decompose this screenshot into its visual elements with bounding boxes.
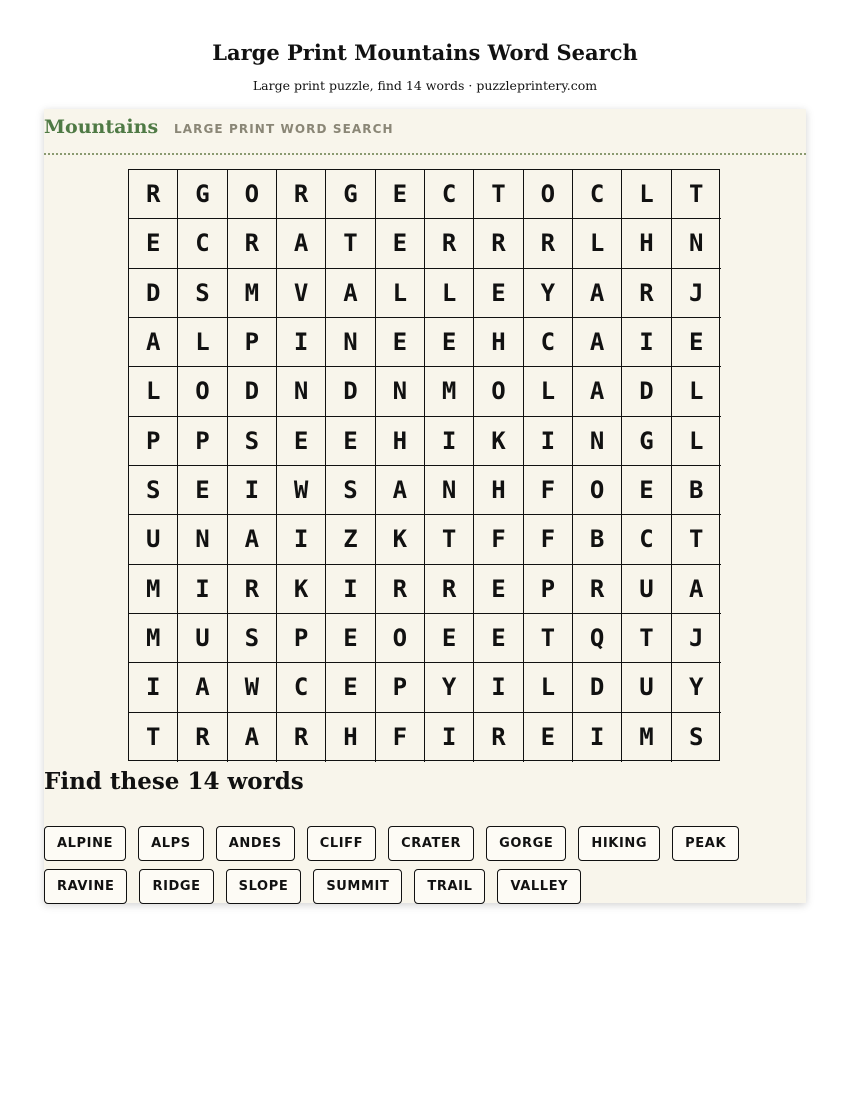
grid-cell[interactable]: B: [672, 466, 721, 515]
grid-cell[interactable]: T: [524, 614, 573, 663]
grid-cell[interactable]: N: [376, 367, 425, 416]
grid-cell[interactable]: I: [326, 565, 375, 614]
word-chip[interactable]: HIKING: [578, 826, 660, 861]
grid-cell[interactable]: L: [178, 318, 227, 367]
grid-cell[interactable]: A: [129, 318, 178, 367]
grid-cell[interactable]: T: [622, 614, 671, 663]
word-bank: [44, 826, 806, 912]
grid-cell[interactable]: R: [277, 713, 326, 762]
grid-cell[interactable]: E: [622, 466, 671, 515]
grid-cell[interactable]: C: [178, 219, 227, 268]
grid-cell[interactable]: A: [573, 367, 622, 416]
page-subtitle: Large print puzzle, find 14 words · puzzleprintery.com: [252, 78, 598, 93]
grid-cell[interactable]: M: [622, 713, 671, 762]
grid-cell[interactable]: D: [326, 367, 375, 416]
word-chip[interactable]: ALPINE: [44, 826, 126, 861]
word-chip[interactable]: PEAK: [672, 826, 739, 861]
grid-cell[interactable]: O: [228, 170, 277, 219]
grid-cell[interactable]: P: [178, 417, 227, 466]
grid-cell[interactable]: R: [228, 219, 277, 268]
grid-cell[interactable]: U: [622, 663, 671, 712]
grid-cell[interactable]: E: [524, 713, 573, 762]
grid-cell[interactable]: Z: [326, 515, 375, 564]
grid-cell[interactable]: I: [573, 713, 622, 762]
grid-cell[interactable]: H: [474, 318, 523, 367]
grid-cell[interactable]: S: [326, 466, 375, 515]
grid-cell[interactable]: M: [228, 269, 277, 318]
grid-cell[interactable]: T: [672, 515, 721, 564]
grid-cell[interactable]: O: [376, 614, 425, 663]
grid-cell[interactable]: V: [277, 269, 326, 318]
grid-cell[interactable]: K: [277, 565, 326, 614]
grid-cell[interactable]: F: [524, 515, 573, 564]
grid-cell[interactable]: M: [129, 614, 178, 663]
grid-cell[interactable]: L: [376, 269, 425, 318]
grid-cell[interactable]: J: [672, 269, 721, 318]
grid-cell[interactable]: P: [228, 318, 277, 367]
grid-cell[interactable]: K: [376, 515, 425, 564]
grid-cell[interactable]: E: [474, 269, 523, 318]
grid-cell[interactable]: S: [129, 466, 178, 515]
word-list-heading: Find these 14 words: [44, 768, 304, 795]
grid-cell[interactable]: R: [425, 219, 474, 268]
puzzle-card: [44, 109, 806, 903]
word-chip[interactable]: CLIFF: [307, 826, 376, 861]
grid-cell[interactable]: C: [524, 318, 573, 367]
grid-cell[interactable]: G: [326, 170, 375, 219]
grid-cell[interactable]: F: [474, 515, 523, 564]
grid-cell[interactable]: Q: [573, 614, 622, 663]
grid-cell[interactable]: R: [474, 713, 523, 762]
word-bank-row: [44, 869, 806, 904]
grid-cell[interactable]: L: [524, 367, 573, 416]
grid-cell[interactable]: M: [425, 367, 474, 416]
grid-cell[interactable]: E: [474, 614, 523, 663]
grid-cell[interactable]: E: [326, 663, 375, 712]
grid-cell[interactable]: L: [672, 417, 721, 466]
grid-cell[interactable]: E: [178, 466, 227, 515]
grid-cell[interactable]: F: [524, 466, 573, 515]
grid-cell[interactable]: R: [376, 565, 425, 614]
grid-cell[interactable]: O: [573, 466, 622, 515]
grid-cell[interactable]: O: [178, 367, 227, 416]
grid-cell[interactable]: N: [425, 466, 474, 515]
grid-cell[interactable]: K: [474, 417, 523, 466]
grid-cell[interactable]: I: [277, 318, 326, 367]
grid-cell[interactable]: M: [129, 565, 178, 614]
card-header: [44, 109, 806, 155]
grid-cell[interactable]: I: [474, 663, 523, 712]
grid-cell[interactable]: R: [178, 713, 227, 762]
word-bank-row: [44, 826, 806, 861]
grid-cell[interactable]: H: [326, 713, 375, 762]
grid-cell[interactable]: P: [129, 417, 178, 466]
page-title: Large Print Mountains Word Search: [212, 40, 638, 65]
grid-cell[interactable]: E: [376, 318, 425, 367]
grid-cell[interactable]: S: [689, 723, 704, 752]
grid-cell[interactable]: R: [622, 269, 671, 318]
grid-cell[interactable]: N: [326, 318, 375, 367]
grid-cell[interactable]: E: [425, 614, 474, 663]
grid-cell[interactable]: N: [672, 219, 721, 268]
grid-cell[interactable]: P: [524, 565, 573, 614]
grid-cell[interactable]: I: [178, 565, 227, 614]
grid-cell[interactable]: E: [326, 417, 375, 466]
grid-cell[interactable]: R: [228, 565, 277, 614]
grid-cell[interactable]: I: [524, 417, 573, 466]
grid-cell[interactable]: T: [326, 219, 375, 268]
grid-cell[interactable]: R: [425, 565, 474, 614]
grid-cell[interactable]: R: [474, 219, 523, 268]
grid-cell[interactable]: R: [524, 219, 573, 268]
grid-cell[interactable]: E: [376, 219, 425, 268]
grid-cell[interactable]: C: [425, 170, 474, 219]
grid-cell[interactable]: A: [573, 269, 622, 318]
grid-cell[interactable]: D: [228, 367, 277, 416]
grid-cell[interactable]: Y: [425, 663, 474, 712]
grid-cell[interactable]: T: [129, 713, 178, 762]
grid-cell[interactable]: U: [129, 515, 178, 564]
grid-cell[interactable]: U: [178, 614, 227, 663]
grid-cell[interactable]: P: [376, 663, 425, 712]
grid-cell[interactable]: O: [474, 367, 523, 416]
grid-cell[interactable]: I: [622, 318, 671, 367]
grid-cell[interactable]: Y: [672, 663, 721, 712]
grid-cell[interactable]: L: [425, 269, 474, 318]
grid-cell[interactable]: A: [178, 663, 227, 712]
grid-cell[interactable]: D: [129, 269, 178, 318]
grid-cell[interactable]: A: [326, 269, 375, 318]
grid-cell[interactable]: E: [474, 565, 523, 614]
grid-cell[interactable]: L: [524, 663, 573, 712]
grid-cell[interactable]: L: [573, 219, 622, 268]
grid-cell[interactable]: A: [672, 565, 721, 614]
grid-cell[interactable]: I: [129, 663, 178, 712]
grid-cell[interactable]: I: [277, 515, 326, 564]
grid-cell[interactable]: I: [425, 713, 474, 762]
grid-cell[interactable]: B: [573, 515, 622, 564]
theme-kicker: LARGE PRINT WORD SEARCH: [174, 122, 394, 136]
theme-title: Mountains: [44, 116, 159, 138]
grid-cell[interactable]: H: [474, 466, 523, 515]
grid-cell[interactable]: N: [277, 367, 326, 416]
grid-cell[interactable]: W: [277, 466, 326, 515]
grid-cell[interactable]: H: [622, 219, 671, 268]
word-chip[interactable]: CRATER: [388, 826, 474, 861]
word-chip[interactable]: SLOPE: [226, 869, 302, 904]
word-chip[interactable]: GORGE: [486, 826, 566, 861]
grid-cell[interactable]: E: [326, 614, 375, 663]
grid-cell[interactable]: J: [672, 614, 721, 663]
grid-cell[interactable]: W: [228, 663, 277, 712]
grid-cell[interactable]: H: [376, 417, 425, 466]
grid-cell[interactable]: R: [573, 565, 622, 614]
grid-cell[interactable]: S: [178, 269, 227, 318]
word-chip[interactable]: RIDGE: [139, 869, 213, 904]
grid-cell[interactable]: L: [129, 367, 178, 416]
grid-cell[interactable]: R: [277, 170, 326, 219]
grid-cell[interactable]: E: [277, 417, 326, 466]
grid-cell[interactable]: E: [672, 318, 721, 367]
grid-cell[interactable]: Y: [524, 269, 573, 318]
grid-cell[interactable]: I: [228, 466, 277, 515]
grid-cell[interactable]: T: [672, 170, 721, 219]
grid-cell[interactable]: A: [573, 318, 622, 367]
grid-cell[interactable]: T: [425, 515, 474, 564]
grid-cell[interactable]: G: [622, 417, 671, 466]
grid-cell[interactable]: L: [622, 170, 671, 219]
grid-cell[interactable]: N: [573, 417, 622, 466]
grid-cell[interactable]: A: [277, 219, 326, 268]
grid-cell[interactable]: R: [129, 170, 178, 219]
grid-cell[interactable]: S: [228, 614, 277, 663]
grid-cell[interactable]: G: [178, 170, 227, 219]
grid-cell[interactable]: E: [129, 219, 178, 268]
grid-cell[interactable]: D: [622, 367, 671, 416]
grid-cell[interactable]: C: [573, 170, 622, 219]
grid-cell[interactable]: A: [228, 515, 277, 564]
grid-cell[interactable]: I: [425, 417, 474, 466]
grid-cell[interactable]: L: [672, 367, 721, 416]
grid-cell[interactable]: A: [376, 466, 425, 515]
grid-cell[interactable]: D: [573, 663, 622, 712]
word-chip[interactable]: VALLEY: [497, 869, 581, 904]
word-chip[interactable]: SUMMIT: [313, 869, 402, 904]
grid-cell[interactable]: A: [228, 713, 277, 762]
grid-cell[interactable]: N: [178, 515, 227, 564]
grid-cell[interactable]: U: [622, 565, 671, 614]
word-chip[interactable]: TRAIL: [414, 869, 485, 904]
grid-cell[interactable]: O: [524, 170, 573, 219]
word-chip[interactable]: ALPS: [138, 826, 204, 861]
letter-grid: [128, 169, 720, 761]
word-chip[interactable]: ANDES: [216, 826, 295, 861]
grid-cell[interactable]: C: [622, 515, 671, 564]
grid-cell[interactable]: S: [228, 417, 277, 466]
word-chip[interactable]: RAVINE: [44, 869, 127, 904]
grid-cell[interactable]: E: [376, 170, 425, 219]
grid-cell[interactable]: C: [277, 663, 326, 712]
grid-cell[interactable]: F: [376, 713, 425, 762]
grid-cell[interactable]: E: [425, 318, 474, 367]
grid-cell[interactable]: T: [474, 170, 523, 219]
grid-cell[interactable]: P: [277, 614, 326, 663]
